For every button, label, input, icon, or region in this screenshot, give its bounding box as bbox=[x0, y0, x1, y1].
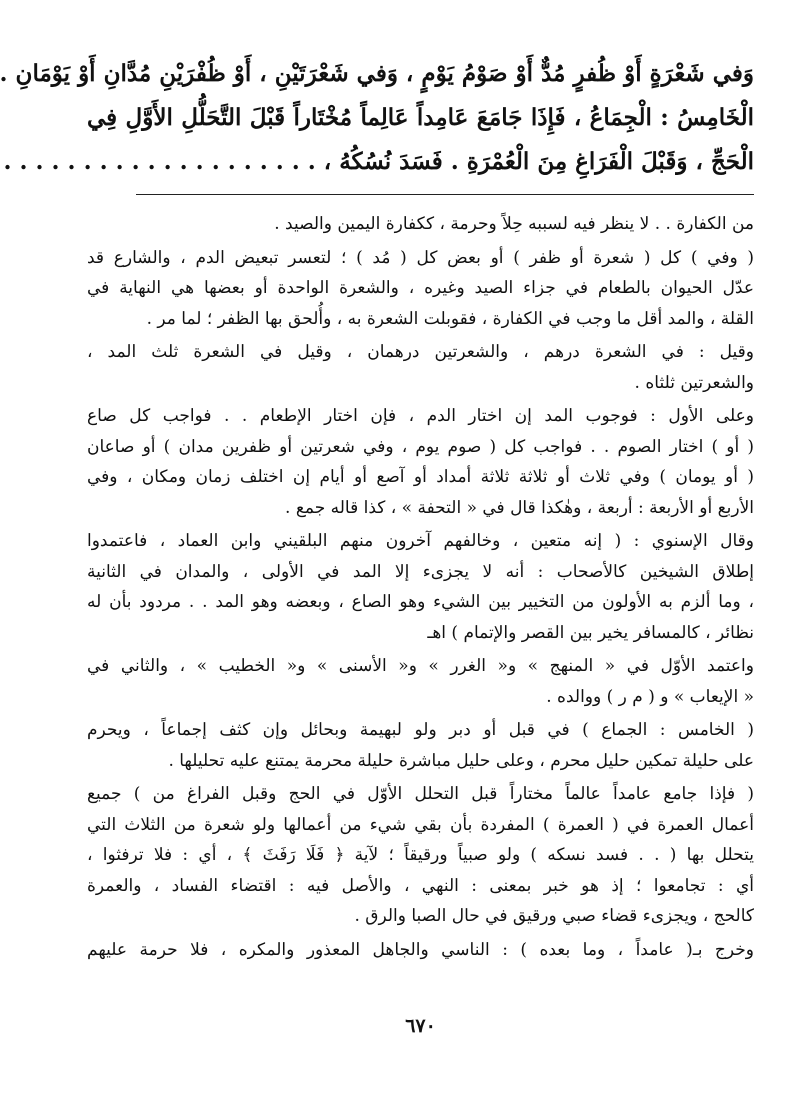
commentary-line: عدّل الحيوان بالطعام في جزاء الصيد وغيره ، والشعرة الواحدة أو بعضها هي النهاية في bbox=[87, 278, 754, 298]
commentary-line: ، وما ألزم به الأولون من التخيير بين الشيء وهو الصاع ، وبعضه وهو المد . . مردود بأن له bbox=[87, 592, 754, 612]
commentary-line: أعمال العمرة في ( العمرة ) المفردة بأن بقي شيء من أعمالها ولو شعرة من الثلاث التي bbox=[87, 814, 754, 835]
commentary-line: ( فإذا جامع عامداً عالماً مختاراً قبل التحلل الأوّل في الحج وقبل الفراغ من ) جميع bbox=[87, 784, 754, 804]
page-body bbox=[0, 52, 754, 965]
separator-rule bbox=[136, 194, 754, 195]
commentary-line: القلة ، والمد أقل ما وجب في الكفارة ، فقوبلت الشعرة به ، وأُلحق بها الظفر ؛ لما مر . bbox=[146, 308, 754, 329]
page-number: ٦٧٠ bbox=[405, 1015, 436, 1037]
main-text bbox=[0, 52, 754, 184]
commentary-line: ( وفي ) كل ( شعرة أو ظفر ) أو بعض كل ( مُد ) ؛ لتعسر تبعيض الدم ، والشارع قد bbox=[87, 247, 754, 268]
commentary-line: كالحج ، ويجزىء قضاء صبي ورقيق في حال الصبا والرق . bbox=[354, 906, 754, 926]
commentary-line: الأربع أو الأربعة : أربعة ، وهٰكذا قال في « التحفة » ، كذا قاله جمع . bbox=[285, 497, 754, 518]
commentary-text bbox=[87, 209, 754, 965]
commentary-line: وقيل : في الشعرة درهم ، والشعرتين درهمان ، وقيل في الشعرة ثلث المد ، bbox=[87, 342, 754, 362]
commentary-line: وخرج بـ( عامداً ، وما بعده ) : الناسي والجاهل المعذور والمكره ، فلا حرمة عليهم bbox=[87, 939, 754, 960]
commentary-line: ( أو ) اختار الصوم . . فواجب كل ( صوم يوم ، وفي شعرتين أو ظفرين مدان ) أو صاعان bbox=[87, 436, 754, 457]
commentary-line: وعلى الأول : فوجوب المد إن اختار الدم ، فإن اختار الإطعام . . فواجب كل صاع bbox=[87, 406, 754, 426]
commentary-line: « الإيعاب » و ( م ر ) ووالده . bbox=[546, 686, 754, 707]
main-text-line: الْخَامِسُ : الْجِمَاعُ ، فَإِذَا جَامَعَ عَامِداً عَالِماً مُخْتَاراً قَبْلَ التَّحَلُّلِ الأَوَّلِ فِي bbox=[87, 104, 754, 131]
commentary-line: واعتمد الأوّل في « المنهج » و« الغرر » و« الأسنى » و« الخطيب » ، والثاني في bbox=[87, 656, 754, 676]
commentary-line: يتحلل بها ( . . فسد نسكه ) ولو صبياً ورقيقاً ؛ لآية ﴿ فَلَا رَفَثَ ﴾ ، أي : فلا ترفثوا ، bbox=[87, 845, 754, 865]
commentary-line: من الكفارة . . لا ينظر فيه لسببه حِلاً وحرمة ، ككفارة اليمين والصيد . bbox=[274, 214, 754, 234]
main-text-line: وَفي شَعْرَةٍ أَوْ ظُفرٍ مُدٌّ أَوْ صَوْمُ يَوْمٍ ، وَفي شَعْرَتَيْنِ ، أَوْ ظُفْرَيْنِ مُدَّانِ أَوْ يَوْمَانِ . bbox=[0, 60, 754, 87]
commentary-line: ( أو يومان ) وفي ثلاث أو ثلاثة ثلاثة أمداد أو آصع أو أيام إن اختلف زمان ومكان ، وفي bbox=[87, 467, 754, 487]
commentary-line: وقال الإسنوي : ( إنه متعين ، وخالفهم آخرون منهم البلقيني وابن العماد ، فاعتمدوا bbox=[87, 531, 754, 551]
commentary-line: إطلاق الشيخين كالأصحاب : أنه لا يجزىء إلا المد في الأولى ، والمدان في الثانية bbox=[87, 561, 754, 582]
main-text-line: الْحَجِّ ، وَقَبْلَ الْفَرَاغِ مِنَ الْعُمْرَةِ . فَسَدَ نُسُكُهُ ، . . . . . . . . . . . . . . . . . . . . bbox=[3, 148, 754, 175]
commentary-line: ( الخامس : الجماع ) في قبل أو دبر ولو لبهيمة وبحائل وإن كثف إجماعاً ، ويحرم bbox=[87, 720, 754, 740]
commentary-line: والشعرتين ثلثاه . bbox=[634, 372, 754, 393]
commentary-line: أي : تجامعوا ؛ إذ هو خبر بمعنى : النهي ، والأصل فيه : اقتضاء الفساد ، والعمرة bbox=[87, 875, 754, 896]
commentary-line: على حليلة تمكين حليل محرم ، وعلى حليل مباشرة حليلة محرمة يمتنع عليه تحليلها . bbox=[168, 750, 754, 771]
commentary-line: نظائر ، كالمسافر يخير بين القصر والإتمام ) اهـ bbox=[427, 622, 754, 643]
